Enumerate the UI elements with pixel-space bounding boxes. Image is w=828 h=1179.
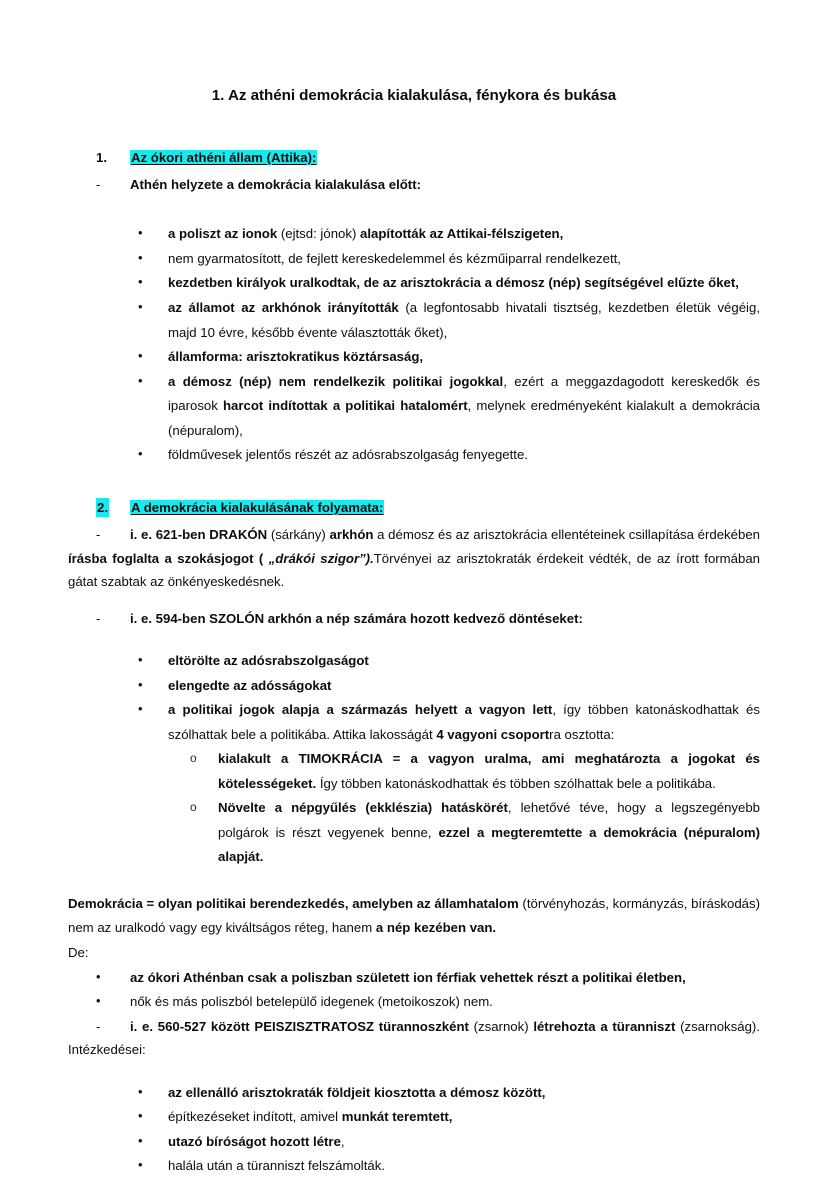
drakon-paragraph: - i. e. 621-ben DRAKÓN (sárkány) arkhón a démosz és az arisztokrácia ellentéteinek csillapítása érdekében írásba foglalta a szokásjogot ( „drákói szigor”).Törvényei az arisztokraták érdekeit védték, de az írott formában gátat szabtak az önkényeskedésnek. [68,523,760,594]
peisziszt-bullet-list [68,1081,760,1179]
section-2-number: 2. [96,498,109,517]
section-2-heading-text: A demokrácia kialakulásának folyamata: [131,499,384,515]
dash-marker: - [96,527,101,542]
de-bullet-list [68,966,760,1015]
list-item: o kialakult a TIMOKRÁCIA = a vagyon uralma, ami meghatározta a jogokat és kötelességeket. Így többen katonáskodhattak és többen szólhattak bele a politikába. [68,747,760,796]
dash-marker: - [96,176,101,192]
list-item: • elengedte az adósságokat [68,674,760,699]
peisziszt-paragraph: - i. e. 560-527 között PEISZISZTRATOSZ türannoszként (zsarnok) létrehozta a türanniszt (zsarnokság). Intézkedései: [68,1015,760,1062]
section-1-heading-text: Az ókori athéni állam (Attika): [131,149,317,165]
de-label: De: [68,945,89,961]
list-item: • államforma: arisztokratikus köztársaság, [68,345,760,370]
list-item: • nők és más poliszból betelepülő idegenek (metoikoszok) nem. [68,990,760,1015]
section-1-number: 1. [96,149,107,165]
szolon-bullet-list [68,649,760,747]
dash-marker: - [96,610,101,626]
list-item: • utazó bíróságot hozott létre, [68,1130,760,1155]
szolon-heading [68,607,760,631]
list-item: • kezdetben királyok uralkodtak, de az arisztokrácia a démosz (nép) segítségével elűzte őket, [68,271,760,296]
list-item: • a politikai jogok alapja a származás helyett a vagyon lett, így többen katonáskodhattak és szólhattak bele a politikába. Attika lakosságát 4 vagyoni csoportra osztotta: [68,698,760,747]
list-item: • nem gyarmatosított, de fejlett kereskedelemmel és kézműiparral rendelkezett, [68,247,760,272]
list-item: o Növelte a népgyűlés (ekklészia) hatáskörét, lehetővé téve, hogy a legszegényebb polgárok is részt vegyenek benne, ezzel a megteremtette a demokrácia (népuralom) alapját. [68,796,760,870]
list-item: • eltörölte az adósrabszolgaságot [68,649,760,674]
dash-marker: - [96,1018,101,1034]
list-item: • a poliszt az ionok (ejtsd: jónok) alapították az Attikai-félszigeten, [68,222,760,247]
list-item: • az ókori Athénban csak a poliszban született ion férfiak vehettek részt a politikai életben, [68,966,760,991]
list-item: • földművesek jelentős részét az adósrabszolgaság fenyegette. [68,443,760,468]
szolon-heading-text: i. e. 594-ben SZOLÓN arkhón a nép számára hozott kedvező döntéseket: [130,610,583,626]
section-1-intro [68,173,760,197]
list-item: • építkezéseket indított, amivel munkát teremtett, [68,1105,760,1130]
section-2-heading [68,498,760,517]
democracy-definition: Demokrácia = olyan politikai berendezkedés, amelyben az államhatalom (törvényhozás, kormányzás, bíráskodás) nem az uralkodó vagy egy kiváltságos réteg, hanem a nép kezében van. [68,895,760,936]
list-item: • az államot az arkhónok irányították (a legfontosabb hivatali tisztség, kezdetben életük végéig, majd 10 évre, később évente választották őket), [68,296,760,345]
page-title: 1. Az athéni demokrácia kialakulása, fénykora és bukása [211,87,617,104]
list-item: • a démosz (nép) nem rendelkezik politikai jogokkal, ezért a meggazdagodott kereskedők és iparosok harcot indítottak a politikai hatalomért, melynek eredményeként kialakult a demokrácia (népuralom), [68,370,760,444]
list-item: • az ellenálló arisztokraták földjeit kiosztotta a démosz között, [68,1081,760,1106]
szolon-sub-bullet-list [68,747,760,870]
section-1-intro-text: Athén helyzete a demokrácia kialakulása előtt: [130,176,421,192]
section-1-bullet-list [68,222,760,467]
section-1-heading [68,148,760,167]
list-item: • halála után a türanniszt felszámolták. [68,1154,760,1179]
